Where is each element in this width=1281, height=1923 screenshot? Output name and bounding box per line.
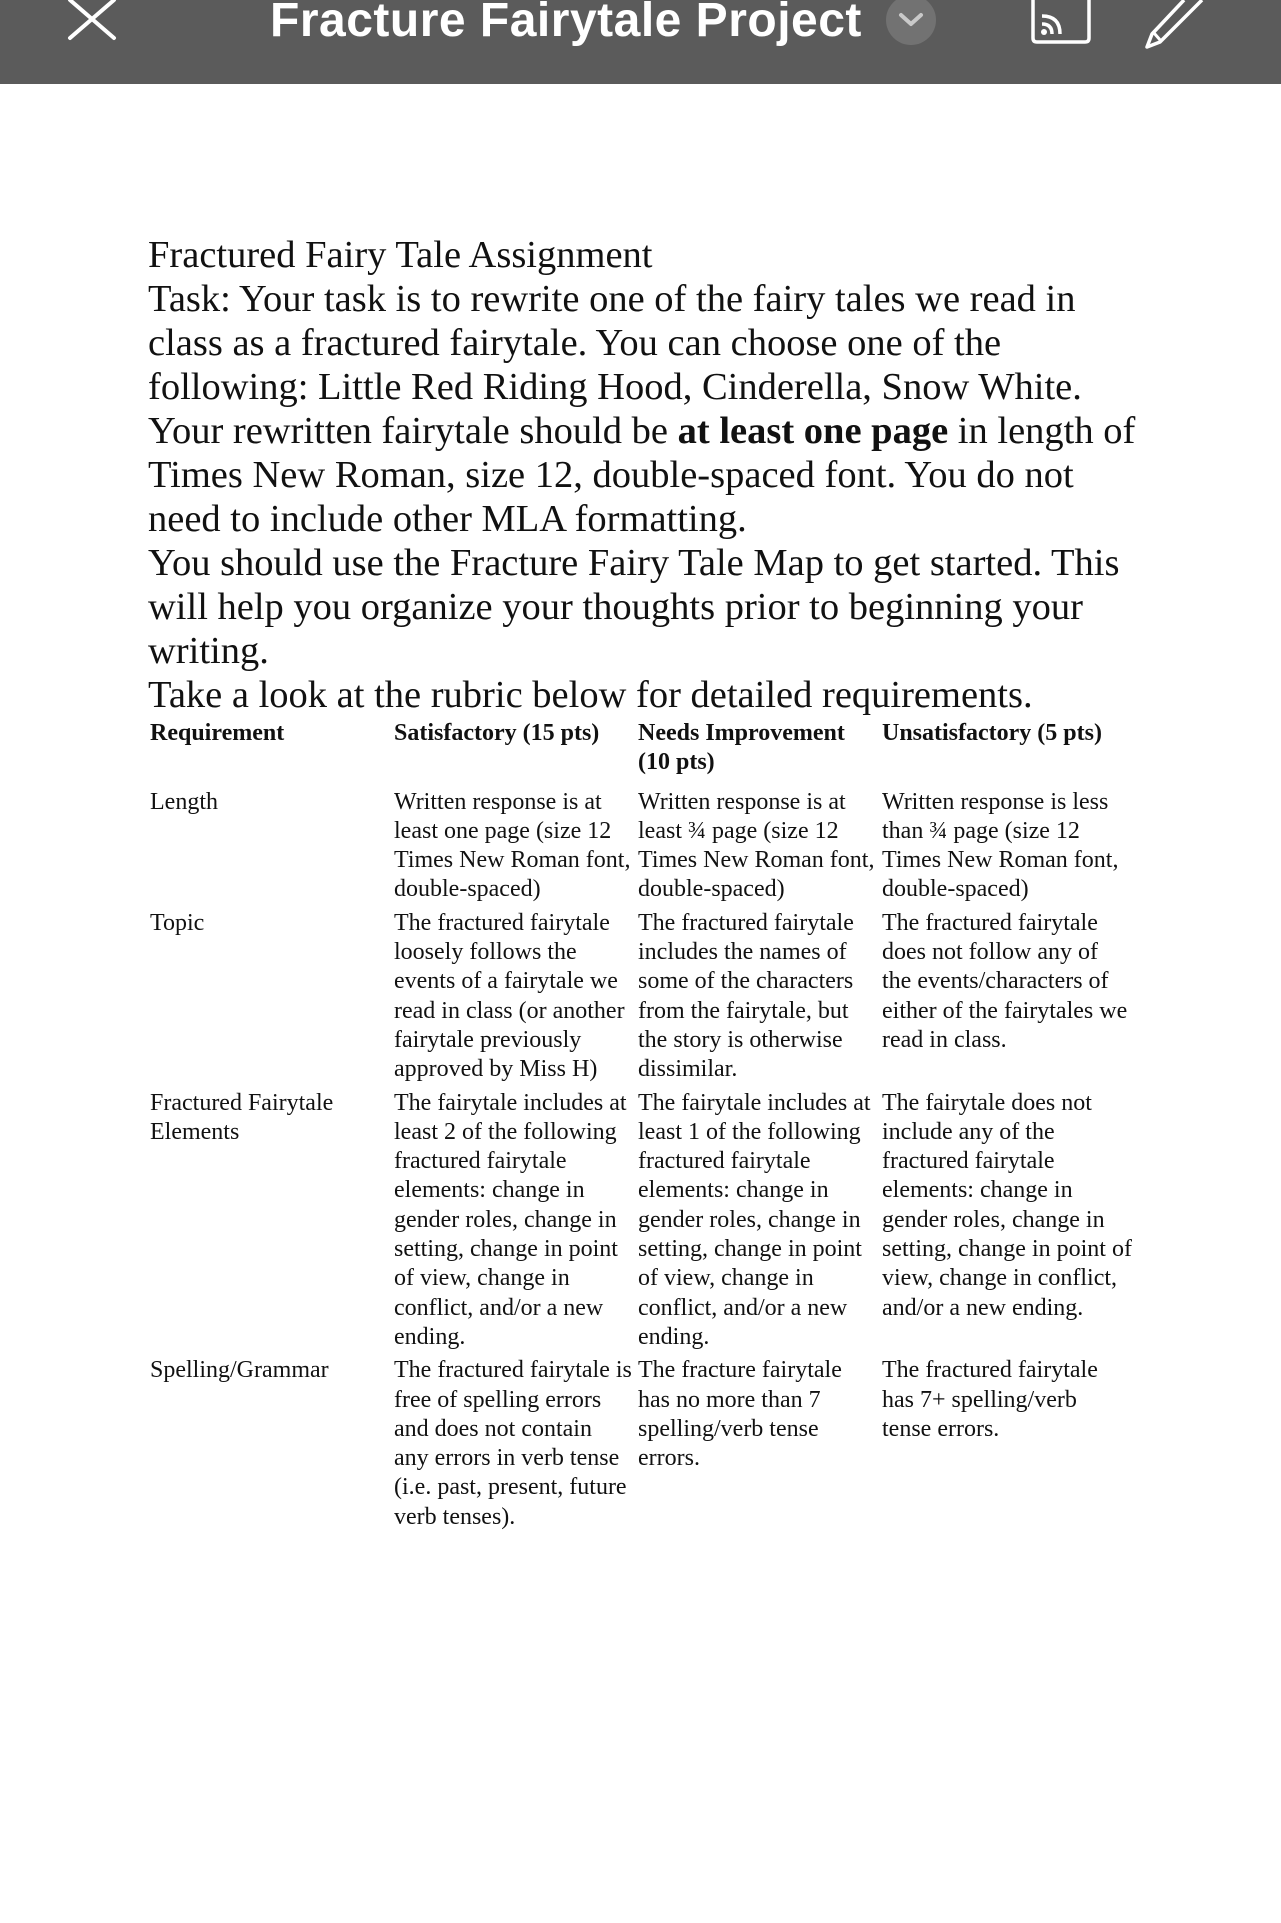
header-satisfactory: Satisfactory (15 pts): [394, 720, 600, 746]
rubric-intro: Take a look at the rubric below for detailed requirements.: [148, 674, 1033, 716]
row-unsatisfactory: The fairytale does not include any of the fractured fairytale elements: change in gender roles, change in setting, change in point of view, change in conflict, and/or a new ending.: [882, 1089, 1132, 1321]
document-title-menu[interactable]: [270, 0, 936, 48]
row-needs-improvement: The fracture fairytale has no more than 7 spelling/verb tense errors.: [638, 1357, 842, 1472]
close-button[interactable]: [66, 0, 120, 46]
row-unsatisfactory: Written response is less than ¾ page (size 12 Times New Roman font, double-spaced): [882, 788, 1119, 903]
length-text-pre: Your rewritten fairytale should be: [148, 410, 678, 452]
row-satisfactory: The fractured fairytale is free of spelling errors and does not contain any errors in verb tense (i.e. past, present, future verb tenses).: [394, 1357, 632, 1530]
edit-button[interactable]: [1144, 0, 1206, 50]
table-row: [148, 1356, 1136, 1536]
cast-icon: [1030, 0, 1092, 46]
row-requirement: Topic: [150, 909, 205, 936]
row-requirement: Spelling/Grammar: [150, 1357, 329, 1384]
row-unsatisfactory: The fractured fairytale does not follow any of the events/characters of either of the fairytales we read in class.: [882, 909, 1128, 1053]
task-paragraph: Task: Your task is to rewrite one of the fairy tales we read in class as a fractured fairytale. You can choose one of the following: Little Red Riding Hood, Cinderella, Snow White.: [148, 278, 1082, 408]
cast-button[interactable]: [1030, 0, 1092, 46]
length-paragraph: [148, 409, 1138, 541]
top-toolbar: [0, 0, 1281, 84]
row-satisfactory: The fractured fairytale loosely follows the events of a fairytale we read in class (or another fairytale previously approved by Miss H): [394, 909, 625, 1083]
row-requirement: Length: [150, 788, 218, 815]
row-needs-improvement: Written response is at least ¾ page (size 12 Times New Roman font, double-spaced): [638, 788, 875, 903]
table-row: [148, 909, 1136, 1089]
length-emphasis: at least one page: [677, 410, 949, 452]
map-paragraph: You should use the Fracture Fairy Tale Map to get started. This will help you organize your thoughts prior to beginning your writing.: [148, 542, 1120, 672]
row-unsatisfactory: The fractured fairytale has 7+ spelling/verb tense errors.: [882, 1357, 1098, 1442]
length-text-post: in length of Times New Roman, size 12, double-spaced font. You do not need to include other MLA formatting.: [148, 410, 1136, 540]
document-title: Fracture Fairytale Project: [270, 0, 862, 47]
row-satisfactory: Written response is at least one page (size 12 Times New Roman font, double-spaced): [394, 788, 631, 903]
header-requirement: Requirement: [150, 720, 285, 746]
close-icon: [66, 0, 120, 46]
assignment-text: [148, 233, 1138, 717]
row-needs-improvement: The fairytale includes at least 1 of the following fractured fairytale elements: change in gender roles, change in setting, change in point of view, change in conflict, and/or a new ending.: [638, 1089, 871, 1350]
rubric-table: [148, 719, 1136, 1536]
row-requirement: Fractured Fairytale Elements: [150, 1089, 334, 1145]
pencil-icon: [1144, 0, 1206, 50]
rubric-header-row: [148, 719, 1136, 788]
row-needs-improvement: The fractured fairytale includes the names of some of the characters from the fairytale, but the story is otherwise dissimilar.: [638, 909, 854, 1083]
table-row: [148, 1089, 1136, 1357]
table-row: [148, 788, 1136, 909]
header-needs-improvement: Needs Improvement (10 pts): [638, 720, 845, 776]
row-satisfactory: The fairytale includes at least 2 of the following fractured fairytale elements: change in gender roles, change in setting, change in point of view, change in conflict, and/or a new ending.: [394, 1089, 627, 1350]
header-unsatisfactory: Unsatisfactory (5 pts): [882, 720, 1102, 746]
assignment-heading: Fractured Fairy Tale Assignment: [148, 234, 653, 276]
title-dropdown-button[interactable]: [886, 0, 936, 45]
chevron-down-icon: [898, 12, 924, 28]
